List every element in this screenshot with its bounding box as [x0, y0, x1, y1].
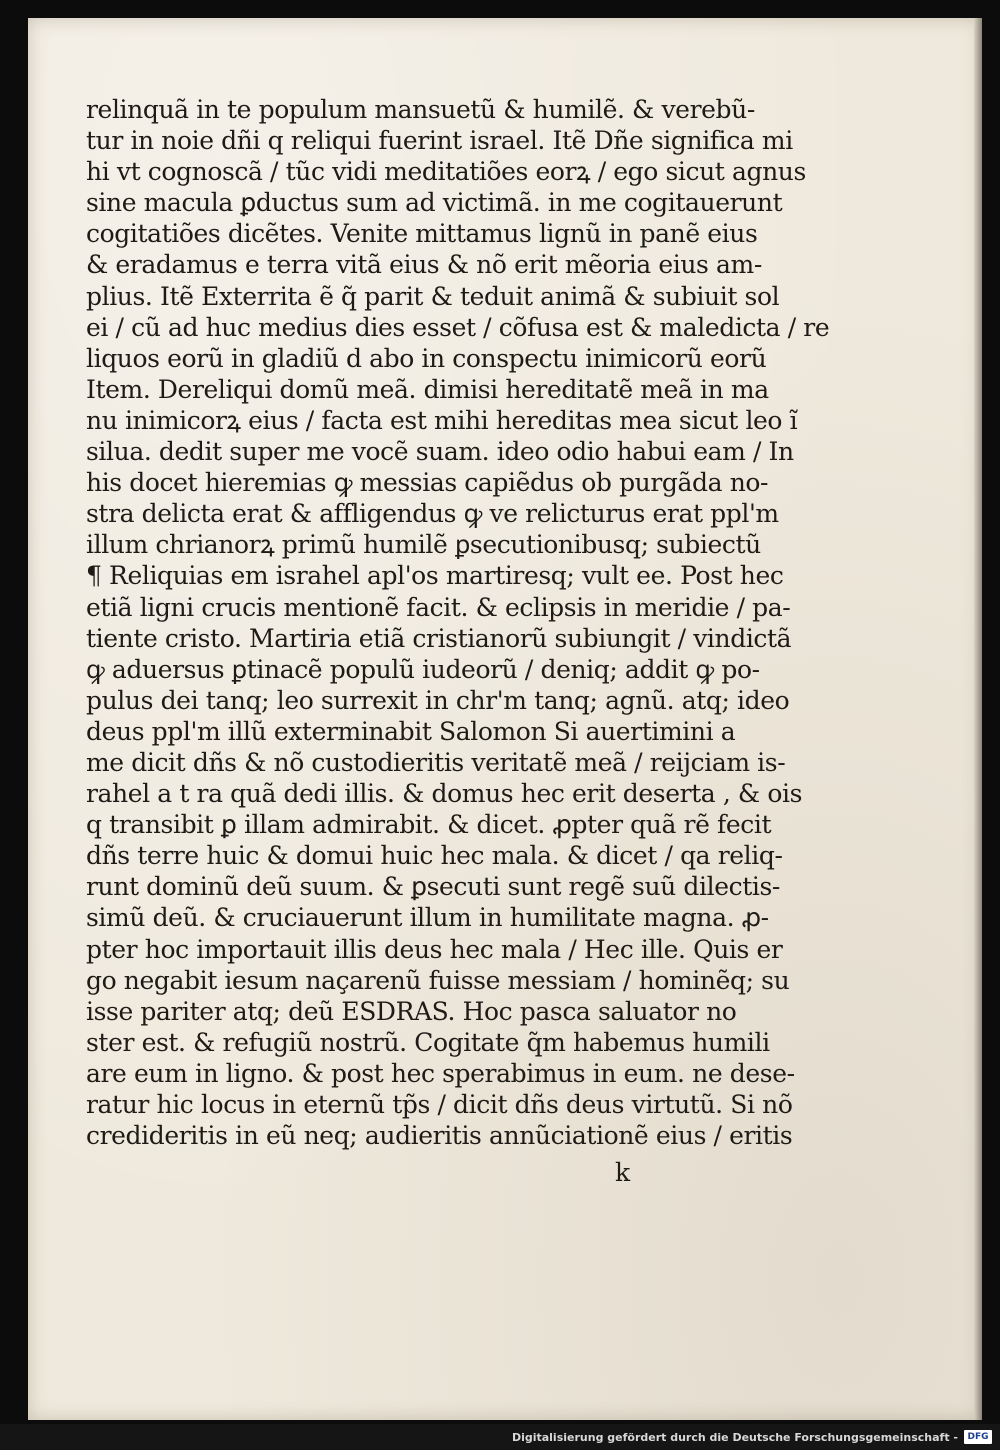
- text-line: tur in noie dñi q reliqui fuerint israel. Itẽ Dñe significa mi: [86, 126, 793, 156]
- text-line: ¶ Reliquias em israhel apl'os martiresq; vult ee. Post hec: [86, 561, 784, 591]
- text-line: simũ deũ. & cruciauerunt illum in humilitate magna. ꝓ-: [86, 903, 769, 933]
- text-line: his docet hieremias ꝙ messias capiẽdus ob purgãda no-: [86, 468, 769, 498]
- text-line: & eradamus e terra vitã eius & nõ erit mẽoria eius am-: [86, 250, 762, 280]
- text-line: etiã ligni crucis mentionẽ facit. & eclipsis in meridie / pa-: [86, 592, 791, 622]
- text-line: go negabit iesum naçarenũ fuisse messiam / hominẽq; su: [86, 965, 790, 995]
- text-line: me dicit dñs & nõ custodieritis veritatẽ meã / reijciam is-: [86, 747, 786, 777]
- text-line: q transibit ꝑ illam admirabit. & dicet. ꝓpter quã rẽ fecit: [86, 810, 772, 840]
- page-edge: [974, 18, 982, 1420]
- text-line: Item. Dereliqui domũ meã. dimisi hereditatẽ meã in ma: [86, 374, 769, 404]
- text-block: [86, 94, 830, 1151]
- text-line: sine macula ꝑductus sum ad victimã. in me cogitauerunt: [86, 188, 783, 218]
- text-line: rahel a t ra quã dedi illis. & domus hec erit deserta , & ois: [86, 779, 803, 809]
- signature-mark: k: [615, 1158, 631, 1187]
- text-line: plius. Itẽ Exterrita ẽ q̃ parit & teduit animã & subiuit sol: [86, 281, 780, 311]
- text-line: runt dominũ deũ suum. & ꝑsecuti sunt regẽ suũ dilectis-: [86, 872, 780, 902]
- text-line: ster est. & refugiũ nostrũ. Cogitate q̃m habemus humili: [86, 1027, 770, 1057]
- text-line: credideritis in eũ neq; audieritis annũciationẽ eius / eritis: [86, 1121, 793, 1151]
- text-line: liquos eorũ in gladiũ d abo in conspectu inimicorũ eorũ: [86, 343, 767, 373]
- text-line: tiente cristo. Martiria etiã cristianorũ subiungit / vindictã: [86, 623, 792, 653]
- text-line: stra delicta erat & affligendus ꝙ ve relicturus erat ppl'm: [86, 499, 779, 529]
- text-line: pter hoc importauit illis deus hec mala / Hec ille. Quis er: [86, 934, 783, 964]
- text-line: hi vt cognoscã / tũc vidi meditatiões eorꝝ / ego sicut agnus: [86, 157, 806, 187]
- text-line: nu inimicorꝝ eius / facta est mihi hereditas mea sicut leo ĩ: [86, 405, 798, 435]
- text-line: illum chrianorꝝ primũ humilẽ ꝑsecutionibusq; subiectũ: [86, 530, 761, 560]
- text-line: relinquã in te populum mansuetũ & humilẽ. & verebũ-: [86, 95, 755, 124]
- text-line: isse pariter atq; deũ ESDRAS. Hoc pasca saluator no: [86, 996, 737, 1026]
- funding-notice: Digitalisierung gefördert durch die Deutsche Forschungsgemeinschaft -: [511, 1431, 958, 1444]
- text-line: ratur hic locus in eternũ tp̃s / dicit dñs deus virtutũ. Si nõ: [86, 1090, 793, 1119]
- text-line: silua. dedit super me vocẽ suam. ideo odio habui eam / In: [86, 437, 794, 467]
- text-line: deus ppl'm illũ exterminabit Salomon Si auertimini a: [86, 716, 736, 746]
- text-line: dñs terre huic & domui huic hec mala. & dicet / qa reliq-: [86, 841, 783, 871]
- text-line: ꝙ aduersus ꝑtinacẽ populũ iudeorũ / deniq; addit ꝙ po-: [86, 654, 760, 684]
- text-line: are eum in ligno. & post hec sperabimus in eum. ne dese-: [86, 1058, 795, 1088]
- text-line: cogitatiões dicẽtes. Venite mittamus lignũ in panẽ eius: [86, 219, 758, 249]
- text-line: ei / cũ ad huc medius dies esset / cõfusa est & maledicta / re: [86, 312, 830, 342]
- dfg-logo: DFG: [964, 1430, 992, 1444]
- text-line: pulus dei tanq; leo surrexit in chr'm tanq; agnũ. atq; ideo: [86, 685, 790, 715]
